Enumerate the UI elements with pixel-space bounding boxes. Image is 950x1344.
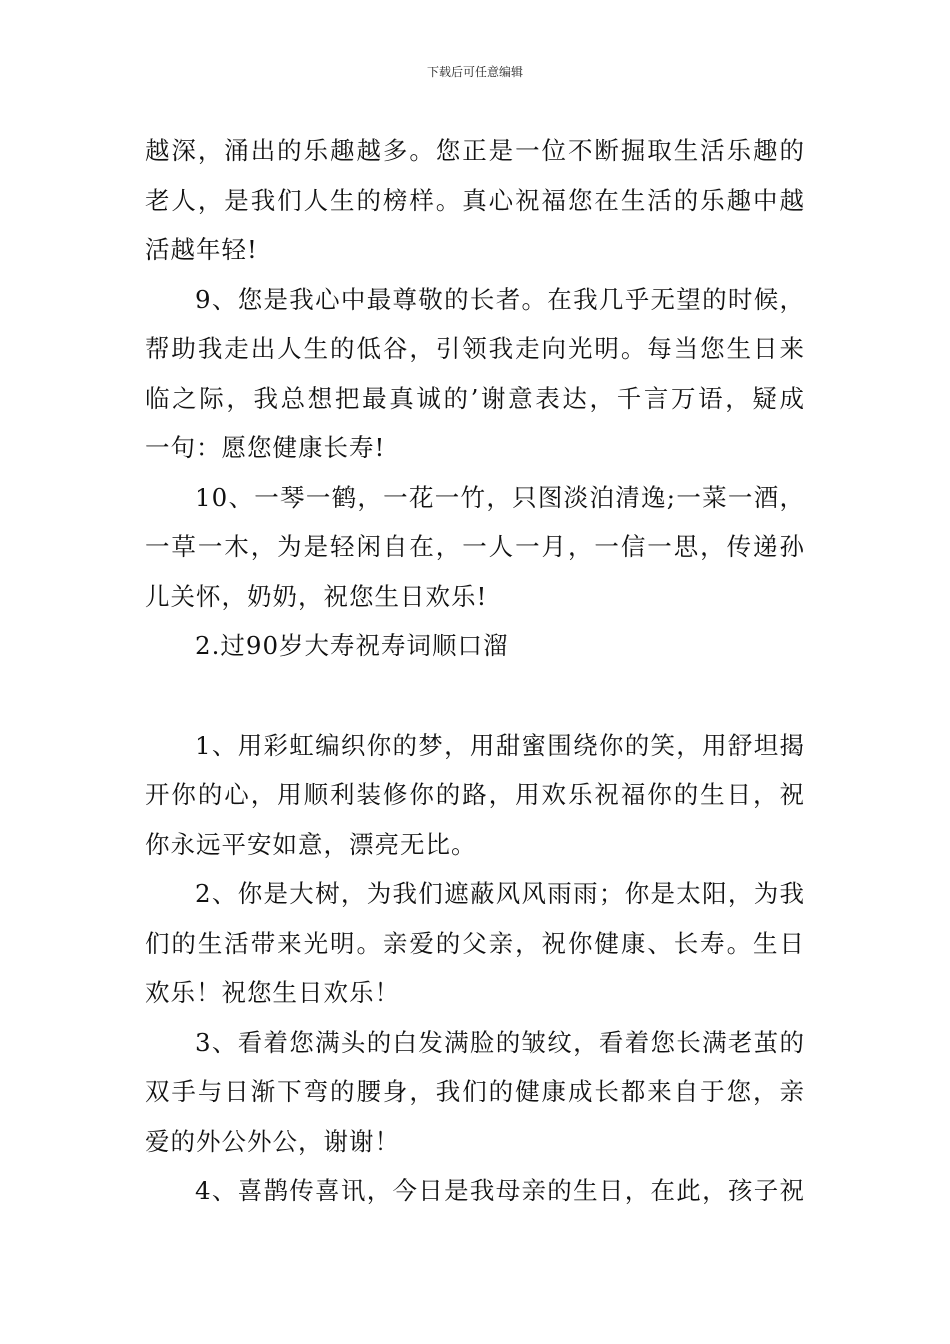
text-line: 越深，涌出的乐趣越多。您正是一位不断掘取生活乐趣的 bbox=[145, 136, 805, 165]
paragraph-continuation bbox=[145, 126, 805, 275]
text-line: 一草一木，为是轻闲自在，一人一月，一信一思，传递孙 bbox=[145, 532, 805, 561]
text-line: 3、看着您满头的白发满脸的皱纹，看着您长满老茧的 bbox=[195, 1027, 805, 1057]
page-header: 下载后可任意编辑 bbox=[426, 65, 523, 79]
text-line: 10、一琴一鹤，一花一竹，只图淡泊清逸;一菜一酒， bbox=[195, 482, 805, 512]
text-line: 9、您是我心中最尊敬的长者。在我几乎无望的时候， bbox=[195, 284, 805, 314]
text-line: 一句：愿您健康长寿! bbox=[145, 433, 386, 462]
paragraph-item-2 bbox=[145, 869, 805, 1018]
blank-gap bbox=[145, 671, 805, 721]
paragraph-item-3 bbox=[145, 1018, 805, 1167]
text-line: 活越年轻! bbox=[145, 235, 258, 264]
text-line: 儿关怀，奶奶，祝您生日欢乐! bbox=[145, 581, 488, 611]
paragraph-item-1 bbox=[145, 721, 805, 870]
text-line: 老人，是我们人生的榜样。真心祝福您在生活的乐趣中越 bbox=[145, 185, 805, 215]
text-line: 帮助我走出人生的低谷，引领我走向光明。每当您生日来 bbox=[145, 334, 805, 363]
section-heading: 2.过90岁大寿祝寿词顺口溜 bbox=[195, 631, 509, 660]
text-line: 你永远平安如意，漂亮无比。 bbox=[145, 829, 477, 859]
text-line: 2、你是大树，为我们遮蔽风风雨雨；你是太阳，为我 bbox=[195, 879, 805, 908]
paragraph-item-4 bbox=[145, 1166, 805, 1216]
document-body bbox=[145, 126, 805, 1216]
text-line: 开你的心，用顺利装修你的路，用欢乐祝福你的生日，祝 bbox=[145, 780, 805, 809]
text-line: 双手与日渐下弯的腰身，我们的健康成长都来自于您，亲 bbox=[145, 1077, 805, 1106]
text-line: 们的生活带来光明。亲爱的父亲，祝你健康、长寿。生日 bbox=[145, 928, 805, 958]
text-line: 临之际，我总想把最真诚的’谢意表达，千言万语，疑成 bbox=[145, 383, 805, 413]
text-line: 欢乐！祝您生日欢乐！ bbox=[145, 978, 400, 1007]
paragraph-item-10 bbox=[145, 473, 805, 622]
text-line: 4、喜鹊传喜讯，今日是我母亲的生日，在此，孩子祝 bbox=[195, 1176, 805, 1205]
text-line: 爱的外公外公，谢谢！ bbox=[145, 1126, 400, 1156]
paragraph-item-9 bbox=[145, 275, 805, 473]
text-line: 1、用彩虹编织你的梦，用甜蜜围绕你的笑，用舒坦揭 bbox=[195, 730, 805, 760]
